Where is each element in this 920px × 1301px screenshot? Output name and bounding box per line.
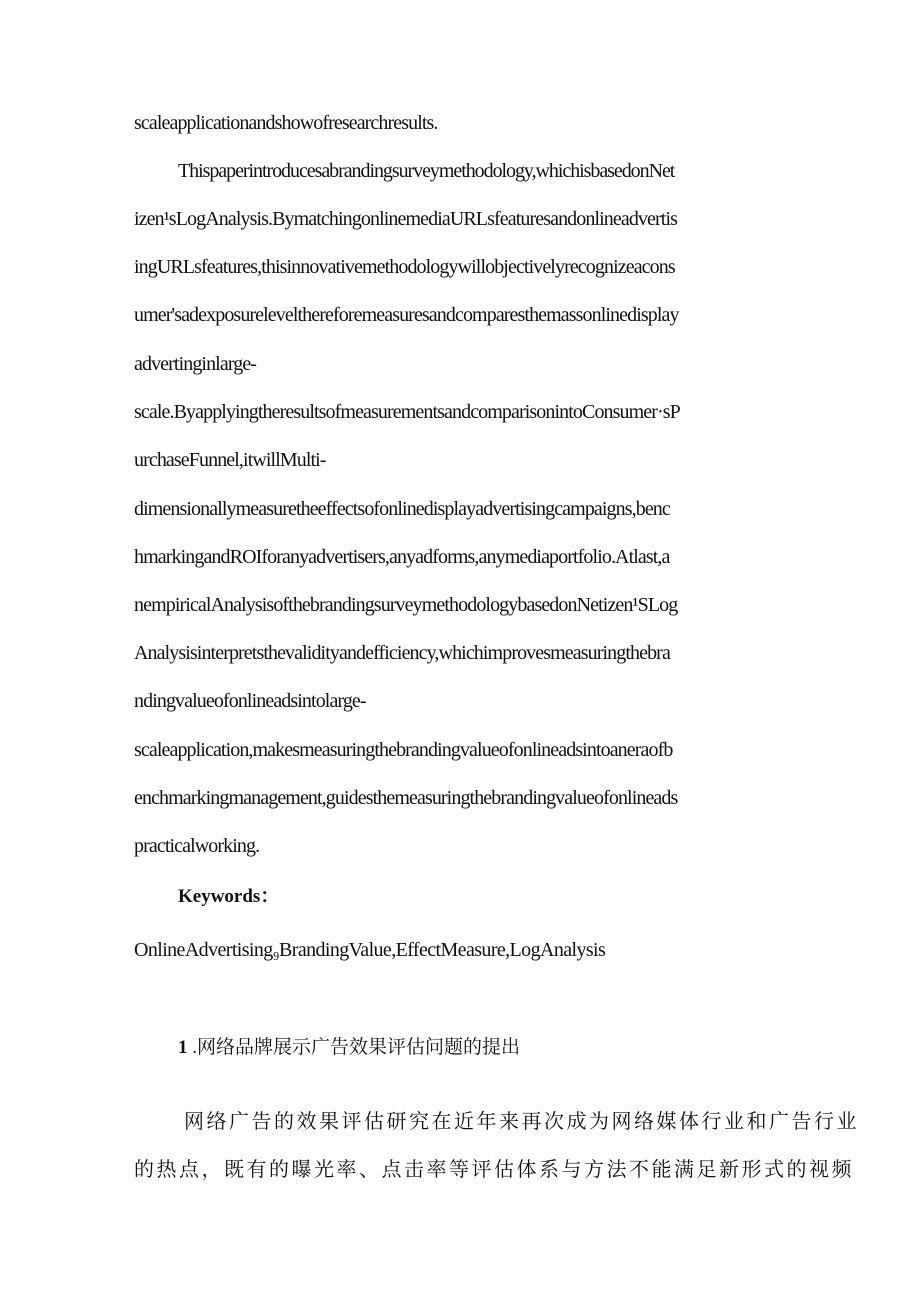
abstract-line: umer'sadexposurelevelthereforemeasuresandcomparesthemassonlinedisplay xyxy=(134,304,679,326)
abstract-line: hmarkingandROIforanyadvertisers,anyadforms,anymediaportfolio.Atlast,a xyxy=(134,546,670,568)
abstract-line: scale.ByapplyingtheresultsofmeasurementsandcomparisonintoConsumer·sP xyxy=(134,401,680,423)
abstract-line: practicalworking. xyxy=(134,835,260,857)
abstract-line: dimensionallymeasuretheeffectsofonlinedisplayadvertisingcampaigns,benc xyxy=(134,498,670,520)
abstract-line: scaleapplicationandshowofresearchresults. xyxy=(134,112,438,134)
keywords-text: OnlineAdvertising₉BrandingValue,EffectMeasure,LogAnalysis xyxy=(134,939,606,961)
abstract-line: advertinginlarge- xyxy=(134,353,257,375)
body-line: 网络广告的效果评估研究在近年来再次成为网络媒体行业和广告行业 xyxy=(184,1109,859,1133)
abstract-line: ndingvalueofonlineadsintolarge- xyxy=(134,690,366,712)
section-heading xyxy=(178,1035,520,1061)
abstract-line: Thispaperintroducesabrandingsurveymethodology,whichisbasedonNet xyxy=(178,160,675,182)
body-line: 的热点，既有的曝光率、点击率等评估体系与方法不能满足新形式的视频 xyxy=(134,1157,854,1181)
section-number: 1 xyxy=(178,1037,188,1058)
abstract-line: Analysisinterpretsthevalidityandefficiency,whichimprovesmeasuringthebra xyxy=(134,642,670,664)
abstract-line: nempiricalAnalysisofthebrandingsurveymethodologybasedonNetizen¹SLog xyxy=(134,594,678,616)
abstract-line: izen¹sLogAnalysis.BymatchingonlinemediaURLsfeaturesandonlineadvertis xyxy=(134,208,677,230)
keywords-label: Keywords： xyxy=(178,886,280,907)
abstract-line: ingURLsfeatures,thisinnovativemethodologywillobjectivelyrecognizeacons xyxy=(134,256,675,278)
abstract-line: urchaseFunnel,itwillMulti- xyxy=(134,449,326,471)
abstract-line: enchmarkingmanagement,guidesthemeasuringthebrandingvalueofonlineads xyxy=(134,787,678,809)
section-title: .网络品牌展示广告效果评估问题的提出 xyxy=(192,1037,521,1058)
abstract-line: scaleapplication,makesmeasuringthebrandingvalueofonlineadsintoaneraofb xyxy=(134,739,673,761)
